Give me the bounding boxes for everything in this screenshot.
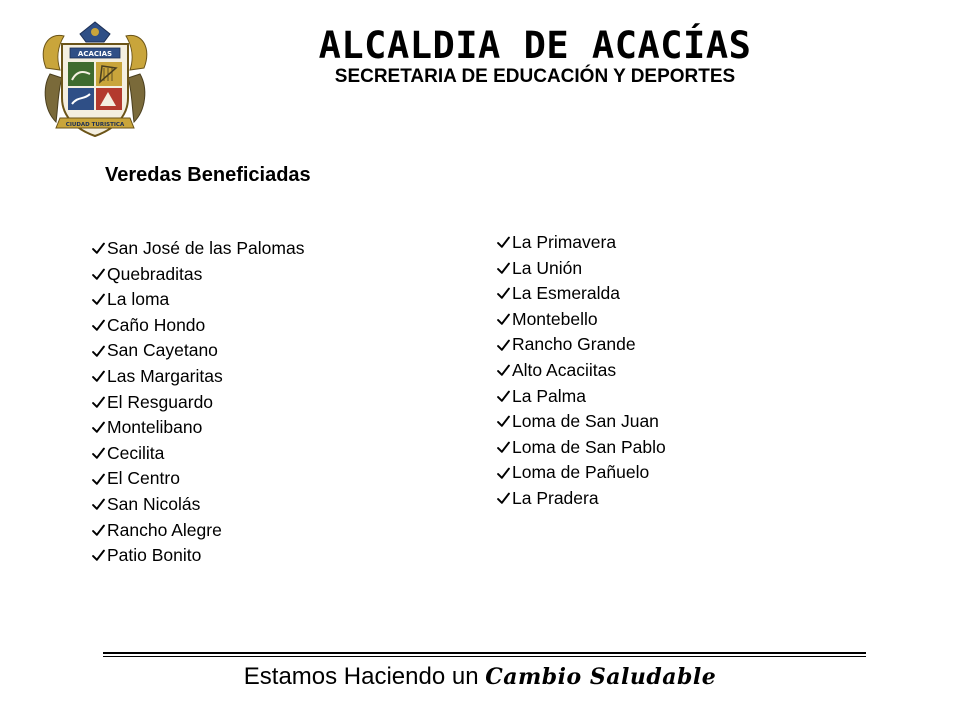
left-veredas-list	[92, 236, 304, 569]
checkmark-icon	[92, 498, 105, 511]
list-item	[497, 486, 666, 512]
checkmark-icon	[497, 313, 510, 326]
list-item-label: Las Margaritas	[107, 365, 223, 386]
list-item	[92, 236, 304, 262]
list-item	[497, 281, 666, 307]
list-item	[92, 287, 304, 313]
list-item	[92, 313, 304, 339]
checkmark-icon	[497, 287, 510, 300]
checkmark-icon	[497, 492, 510, 505]
checkmark-icon	[497, 364, 510, 377]
list-item-label: Cecilita	[107, 442, 165, 463]
checkmark-icon	[497, 262, 510, 275]
list-item-label: San José de las Palomas	[107, 238, 305, 258]
checkmark-icon	[92, 345, 105, 358]
list-item-label: La Primavera	[512, 232, 617, 252]
list-item	[92, 262, 304, 288]
checkmark-icon	[497, 441, 510, 454]
list-item	[497, 435, 666, 461]
checkmark-icon	[497, 339, 510, 352]
slogan-main: Estamos Haciendo un	[243, 663, 479, 690]
checkmark-icon	[92, 268, 105, 281]
list-item-label: Montebello	[512, 308, 598, 329]
list-item	[497, 358, 666, 384]
list-item-label: San Nicolás	[107, 493, 201, 514]
checkmark-icon	[92, 447, 105, 460]
list-item-label: La Esmeralda	[512, 283, 620, 304]
list-item	[92, 466, 304, 492]
list-item-label: Caño Hondo	[107, 314, 206, 335]
section-heading: Veredas Beneficiadas	[105, 164, 311, 186]
checkmark-icon	[92, 319, 105, 332]
footer-divider-top	[103, 652, 866, 654]
list-item-label: La Palma	[512, 385, 586, 406]
list-item-label: La Unión	[512, 257, 583, 278]
list-item-label: Rancho Grande	[512, 334, 636, 355]
list-item-label: Loma de San Pablo	[512, 436, 666, 457]
checkmark-icon	[497, 390, 510, 403]
list-item	[497, 460, 666, 486]
footer-slogan	[0, 662, 960, 692]
checkmark-icon	[497, 236, 510, 249]
checkmark-icon	[92, 293, 105, 306]
page-title: ALCALDIA DE ACACÍAS	[318, 24, 752, 67]
list-item-label: La Pradera	[512, 487, 599, 508]
municipal-crest-logo	[36, 18, 154, 144]
list-item	[92, 415, 304, 441]
list-item	[497, 409, 666, 435]
list-item	[497, 230, 666, 256]
list-item-label: Loma de San Juan	[512, 411, 659, 432]
checkmark-icon	[497, 415, 510, 428]
list-item-label: Quebraditas	[107, 263, 203, 284]
list-item	[92, 390, 304, 416]
checkmark-icon	[92, 549, 105, 562]
page-subtitle: SECRETARIA DE EDUCACIÓN Y DEPORTES	[334, 66, 736, 87]
list-item	[92, 492, 304, 518]
checkmark-icon	[92, 242, 105, 255]
list-item	[92, 543, 304, 569]
list-item-label: Montelibano	[107, 417, 203, 438]
list-item-label: La loma	[107, 289, 170, 310]
checkmark-icon	[92, 370, 105, 383]
checkmark-icon	[92, 524, 105, 537]
list-item-label: Loma de Pañuelo	[512, 462, 650, 483]
checkmark-icon	[92, 473, 105, 486]
list-item	[92, 364, 304, 390]
list-item	[497, 256, 666, 282]
checkmark-icon	[92, 421, 105, 434]
list-item	[92, 338, 304, 364]
crest-scroll-text: CIUDAD TURISTICA	[65, 122, 125, 128]
list-item	[92, 441, 304, 467]
checkmark-icon	[497, 467, 510, 480]
list-item-label: El Resguardo	[107, 391, 214, 412]
list-item-label: El Centro	[107, 468, 180, 489]
list-item	[497, 307, 666, 333]
footer-divider-bottom	[103, 656, 866, 657]
list-item	[92, 518, 304, 544]
list-item-label: Patio Bonito	[107, 545, 202, 566]
slogan-accent: Cambio Saludable	[485, 664, 717, 690]
list-item-label: San Cayetano	[107, 340, 218, 361]
right-veredas-list	[497, 230, 666, 512]
list-item	[497, 384, 666, 410]
crest-banner-text: ACACIAS	[77, 50, 113, 58]
list-item-label: Alto Acaciitas	[512, 359, 617, 380]
list-item-label: Rancho Alegre	[107, 519, 222, 540]
list-item	[497, 332, 666, 358]
checkmark-icon	[92, 396, 105, 409]
